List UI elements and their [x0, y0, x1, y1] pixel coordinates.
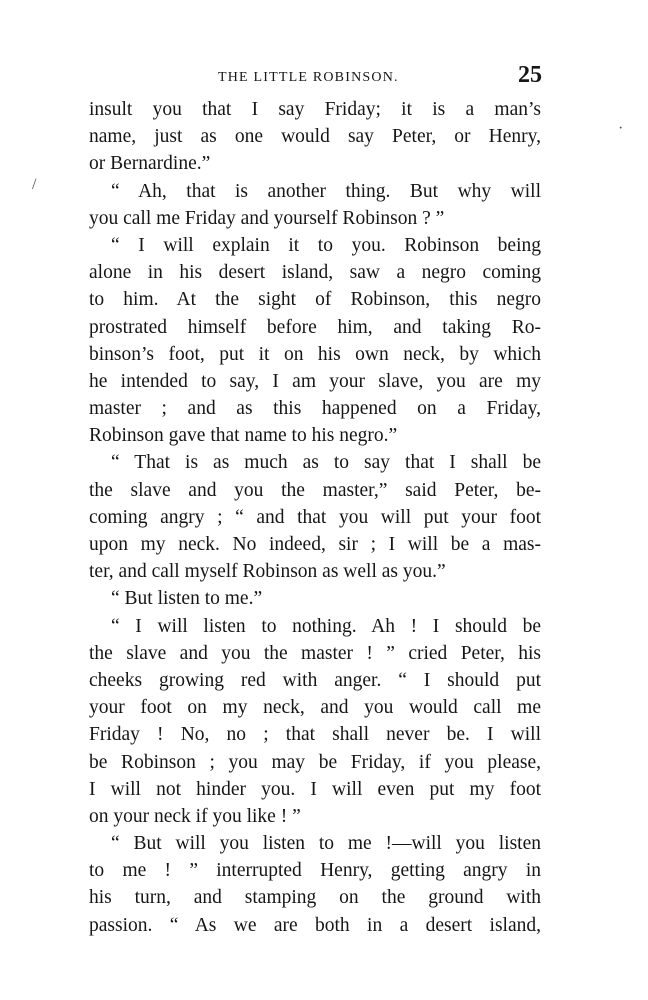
text-line: his turn, and stamping on the ground with — [89, 887, 541, 909]
text-line: be Robinson ; you may be Friday, if you please, — [89, 751, 541, 773]
text-line: cheeks growing red with anger. “ I should put — [89, 669, 541, 691]
text-line: “ I will listen to nothing. Ah ! I should be — [111, 615, 541, 637]
text-line: alone in his desert island, saw a negro coming — [89, 262, 541, 284]
margin-mark-right: · — [618, 120, 624, 137]
text-line: to him. At the sight of Robinson, this negro — [89, 289, 541, 311]
text-line: insult you that I say Friday; it is a man’s — [89, 99, 541, 120]
text-line: on your neck if you like ! ” — [89, 805, 301, 827]
text-line: passion. “ As we are both in a desert island, — [89, 914, 541, 936]
text-line: binson’s foot, put it on his own neck, by which — [89, 343, 541, 365]
text-line: master ; and as this happened on a Friday, — [89, 398, 541, 420]
running-head — [88, 62, 542, 92]
text-line: “ But listen to me.” — [111, 588, 263, 610]
margin-mark-left: / — [32, 176, 37, 193]
text-line: he intended to say, I am your slave, you are my — [89, 370, 541, 392]
text-line: upon my neck. No indeed, sir ; I will be a mas- — [89, 534, 541, 555]
text-line: prostrated himself before him, and taking Ro- — [89, 316, 541, 338]
text-line: “ I will explain it to you. Robinson being — [111, 234, 541, 256]
text-line: you call me Friday and yourself Robinson ? ” — [89, 207, 445, 229]
text-line: to me ! ” interrupted Henry, getting angry in — [89, 860, 541, 882]
text-line: ter, and call myself Robinson as well as you.” — [89, 561, 446, 583]
text-line: your foot on my neck, and you would call me — [89, 697, 541, 719]
page-number: 25 — [518, 62, 542, 88]
running-title: THE LITTLE ROBINSON. — [218, 70, 399, 85]
text-line: name, just as one would say Peter, or Henry, — [89, 126, 541, 148]
text-line: “ That is as much as to say that I shall be — [111, 452, 541, 474]
body-text — [89, 96, 541, 939]
text-line: Robinson gave that name to his negro.” — [89, 425, 398, 447]
text-line: the slave and you the master,” said Peter, be- — [89, 479, 541, 501]
text-line: the slave and you the master ! ” cried Peter, his — [89, 642, 541, 664]
text-line: “ But will you listen to me !—will you listen — [111, 833, 541, 855]
text-line: coming angry ; “ and that you will put your foot — [89, 506, 541, 528]
text-line: “ Ah, that is another thing. But why will — [111, 180, 541, 202]
text-line: Friday ! No, no ; that shall never be. I will — [89, 724, 541, 746]
text-line: or Bernardine.” — [89, 153, 211, 175]
text-line: I will not hinder you. I will even put my foot — [89, 778, 541, 800]
